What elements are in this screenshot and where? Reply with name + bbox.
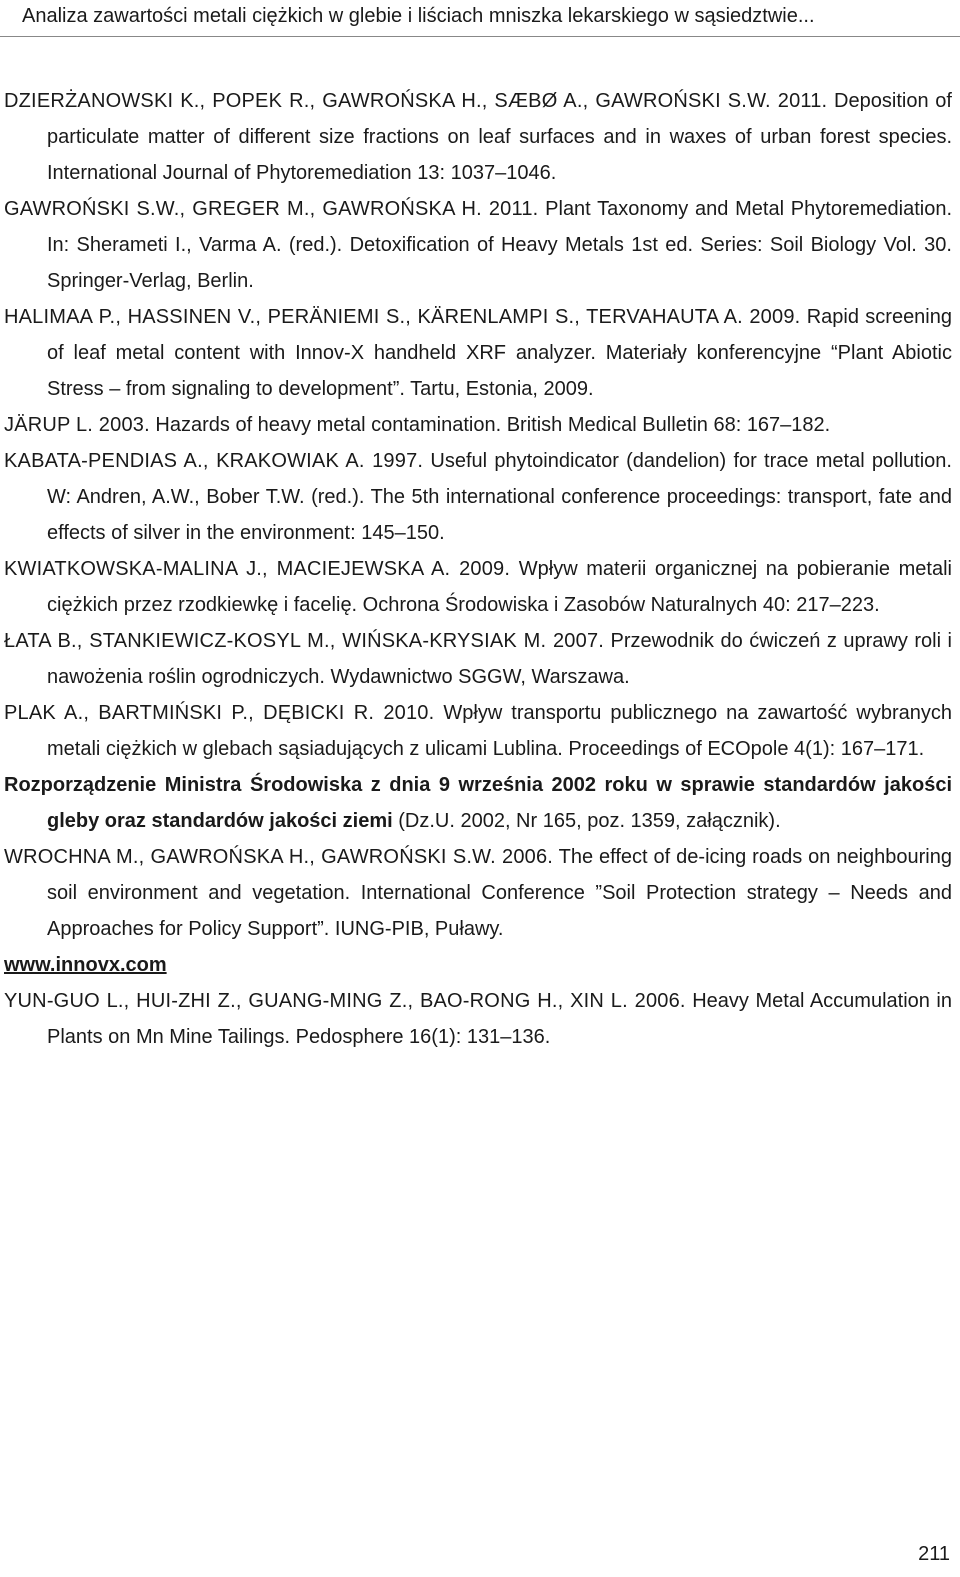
reference-item <box>4 623 952 695</box>
reference-item-link <box>4 947 952 983</box>
reference-authors: HALIMAA P., HASSINEN V., PERÄNIEMI S., KÄRENLAMPI S., TERVAHAUTA A. 2009. <box>4 306 801 328</box>
reference-item <box>4 839 952 947</box>
reference-item <box>4 443 952 551</box>
reference-item <box>4 551 952 623</box>
reference-authors: PLAK A., BARTMIŃSKI P., DĘBICKI R. 2010. <box>4 702 435 724</box>
reference-item <box>4 695 952 767</box>
reference-item <box>4 299 952 407</box>
reference-details: Przewodnik do ćwiczeń z uprawy roli i nawożenia roślin ogrodniczych. Wydawnictwo SGGW, Warszawa. <box>47 630 952 688</box>
reference-details: Rapid screening of leaf metal content with Innov-X handheld XRF analyzer. Materiały konferencyjne “Plant Abiotic Stress – from signaling to development”. Tartu, Estonia, 2009. <box>47 306 952 400</box>
reference-details: Useful phytoindicator (dandelion) for trace metal pollution. W: Andren, A.W., Bober T.W. (red.). The 5th international conference proceedings: transport, fate and effects of silver in the environment: 145–150. <box>47 450 952 544</box>
reference-details: Wpływ materii organicznej na pobieranie metali ciężkich przez rzodkiewkę i facelię. Ochrona Środowiska i Zasobów Naturalnych 40: 217–223. <box>47 558 952 616</box>
reference-authors: KABATA-PENDIAS A., KRAKOWIAK A. 1997. <box>4 450 424 472</box>
running-header: Analiza zawartości metali ciężkich w glebie i liściach mniszka lekarskiego w sąsiedztwie... <box>22 5 815 27</box>
reference-item <box>4 191 952 299</box>
innovx-link[interactable]: www.innovx.com <box>4 954 167 976</box>
reference-authors: GAWROŃSKI S.W., GREGER M., GAWROŃSKA H. 2011. <box>4 198 539 220</box>
reference-details: Deposition of particulate matter of different size fractions on leaf surfaces and in waxes of urban forest species. International Journal of Phytoremediation 13: 1037–1046. <box>47 90 952 184</box>
reference-authors: YUN-GUO L., HUI-ZHI Z., GUANG-MING Z., BAO-RONG H., XIN L. 2006. <box>4 990 686 1012</box>
reference-title-bold: Rozporządzenie Ministra Środowiska z dnia 9 września 2002 roku w sprawie standardów jakości gleby oraz standardów jakości ziemi <box>4 774 952 832</box>
page-number: 211 <box>918 1543 950 1565</box>
reference-authors: JÄRUP L. 2003. <box>4 414 150 436</box>
reference-details: Hazards of heavy metal contamination. British Medical Bulletin 68: 167–182. <box>149 414 831 436</box>
reference-details: The effect of de-icing roads on neighbouring soil environment and vegetation. International Conference ”Soil Protection strategy – Needs and Approaches for Policy Support”. IUNG-PIB, Puławy. <box>47 846 952 940</box>
reference-authors: KWIATKOWSKA-MALINA J., MACIEJEWSKA A. 2009. <box>4 558 511 580</box>
reference-details: Wpływ transportu publicznego na zawartość wybranych metali ciężkich w glebach sąsiadujących z ulicami Lublina. Proceedings of ECOpole 4(1): 167–171. <box>47 702 952 760</box>
reference-list <box>4 83 952 1055</box>
reference-authors: DZIERŻANOWSKI K., POPEK R., GAWROŃSKA H., SÆBØ A., GAWROŃSKI S.W. 2011. <box>4 90 828 112</box>
header-rule <box>0 36 960 37</box>
reference-details: (Dz.U. 2002, Nr 165, poz. 1359, załącznik). <box>392 810 781 832</box>
reference-details: Plant Taxonomy and Metal Phytoremediation. In: Sherameti I., Varma A. (red.). Detoxification of Heavy Metals 1st ed. Series: Soil Biology Vol. 30. Springer-Verlag, Berlin. <box>47 198 953 292</box>
reference-item <box>4 983 952 1055</box>
reference-authors: ŁATA B., STANKIEWICZ-KOSYL M., WIŃSKA-KRYSIAK M. 2007. <box>4 630 605 652</box>
reference-item <box>4 767 952 839</box>
reference-authors: WROCHNA M., GAWROŃSKA H., GAWROŃSKI S.W. 2006. <box>4 846 554 868</box>
reference-item <box>4 83 952 191</box>
reference-details: Heavy Metal Accumulation in Plants on Mn Mine Tailings. Pedosphere 16(1): 131–136. <box>47 990 952 1048</box>
reference-item <box>4 407 952 443</box>
